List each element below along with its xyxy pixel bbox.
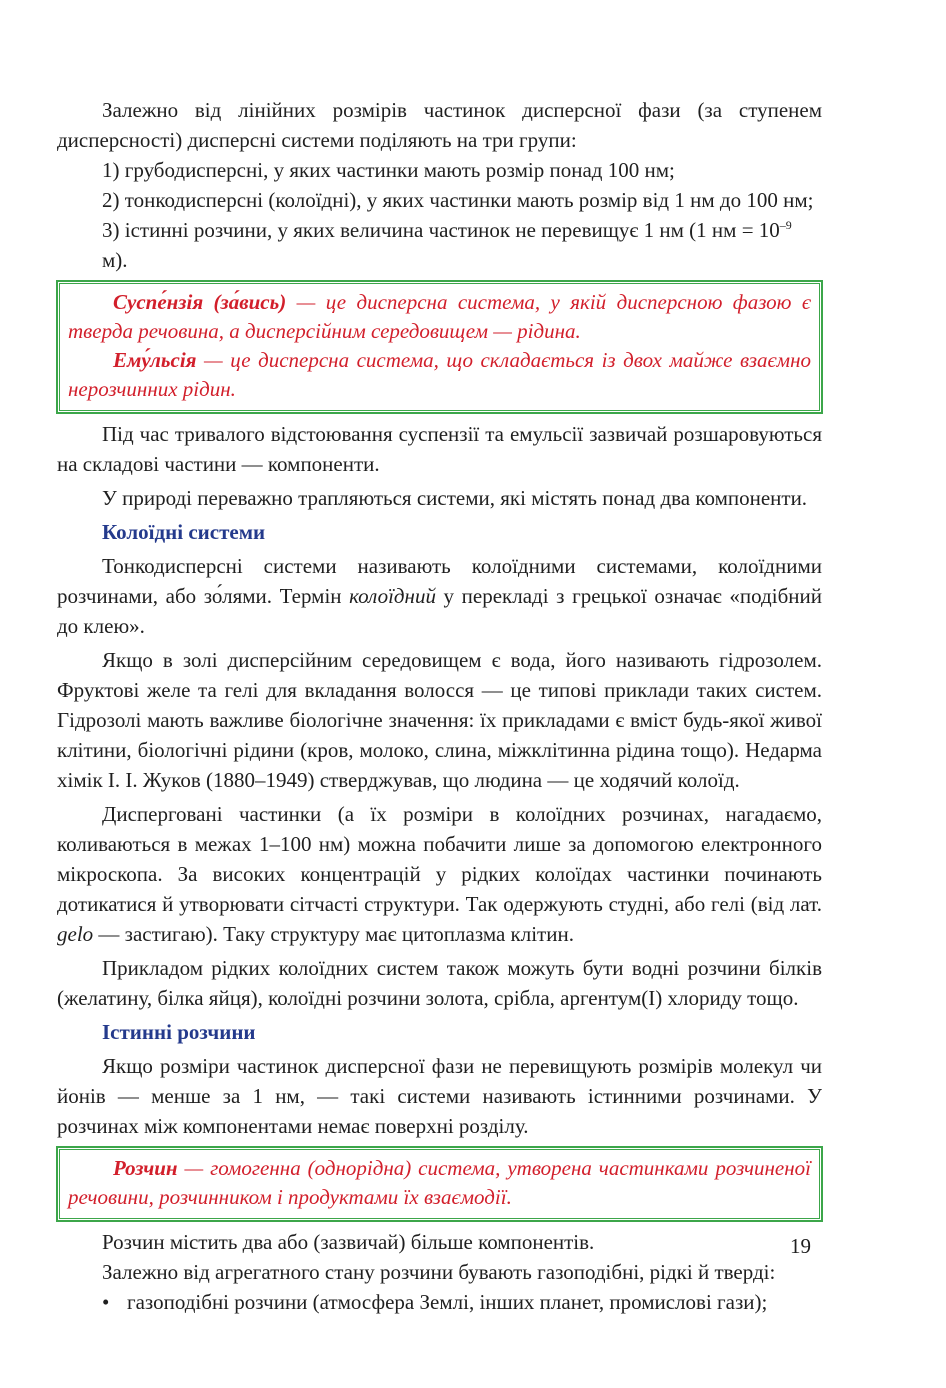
definition-solution [68,1154,811,1212]
exponent: –9 [779,218,792,232]
definition-emulsion-text: — це дисперсна система, що складається із двох майже взаємно нерозчинних рідин. [68,348,811,401]
paragraph-nature: У природі переважно трапляються системи, які містять понад два компоненти. [102,486,808,510]
list-item-true-solution-unit: м). [102,248,128,272]
definition-box-solution [57,1147,822,1221]
page-number: 19 [790,1234,811,1258]
page-content [57,95,822,1317]
bullet-item-text: газоподібні розчини (атмосфера Землі, інших планет, промислові гази); [127,1290,768,1314]
paragraph-solution-components: Розчин містить два або (зазвичай) більше компонентів. [102,1230,595,1254]
bullet-item-gaseous [57,1287,822,1317]
latin-term-gelo: gelo [57,922,94,946]
paragraph-hydrosol: Якщо в золі дисперсійним середовищем є вода, його називають гідрозолем. Фруктові желе та гелі для вкладання волосся — це типові приклади таких систем. Гідрозолі мають важливе біологічне значення: їх прикладами є вміст будь-якої живої клітини, біологічні рідини (кров, молоко, слина, міжклітинна рідина тощо). Недарма хімік І. І. Жуков (1880–1949) стверджував, що людина — це ходячий колоїд. [57,648,822,792]
definition-solution-text: — гомогенна (однорідна) система, утворена частинками розчиненої речовини, розчинником і продуктами їх взаємодії. [68,1156,811,1209]
particles-text-a: Дисперговані частинки (а їх розміри в колоїдних розчинах, нагадаємо, коливаються в межах 1–100 нм) можна побачити лише за допомогою електронного мікроскопа. За високих концентрацій у рідких колоїдах частинки починають дотикатися й утворювати сітчасті структури. Так одержують студні, або гелі (від лат. [57,802,822,916]
term-emulsion: Ему́льсія [113,348,197,372]
paragraph-dispersed-particles [57,799,822,949]
definition-suspension [68,288,811,346]
colloid-text-b: у перекладі з грецької означає «подібний до клею». [57,584,822,638]
paragraph-colloid-definition [57,551,822,641]
heading-colloid-systems: Колоїдні системи [102,520,266,544]
intro-paragraph: Залежно від лінійних розмірів частинок дисперсної фази (за ступенем дисперсності) дисперсні системи поділяють на три групи: [57,98,822,152]
list-item-coarse: 1) грубодисперсні, у яких частинки мають розмір понад 100 нм; [102,158,675,182]
bullet-icon: • [102,1290,110,1314]
term-solution: Розчин [113,1156,178,1180]
heading-true-solutions: Істинні розчини [102,1020,256,1044]
list-item-true-solution [57,215,822,275]
paragraph-true-solutions: Якщо розміри частинок дисперсної фази не перевищують розмірів молекул чи йонів — менше за 1 нм, — такі системи називають істинними розчинами. У розчинах між компонентами немає поверхні розділу. [57,1054,822,1138]
colloid-text-a: Тонкодисперсні системи називають колоїдними системами, колоїдними розчинами, або зо́лями. Термін [57,554,822,608]
list-item-true-solution-text: 3) істинні розчини, у яких величина частинок не перевищує 1 нм (1 нм = 10 [102,218,780,242]
definition-suspension-text: — це дисперсна система, у якій дисперсною фазою є тверда речовина, а дисперсійним середовищем — рідина. [68,290,811,343]
term-suspension: Суспе́нзія (за́вись) [113,290,287,314]
definition-box-suspension-emulsion [57,281,822,413]
paragraph-aggregate-state: Залежно від агрегатного стану розчини бувають газоподібні, рідкі й тверді: [102,1260,776,1284]
colloid-term-emphasis: колоїдний [349,584,436,608]
paragraph-separation: Під час тривалого відстоювання суспензії та емульсії зазвичай розшаровуються на складові частини — компоненти. [57,422,822,476]
particles-text-b: — застигаю). Таку структуру має цитоплазма клітин. [93,922,574,946]
paragraph-liquid-colloids: Прикладом рідких колоїдних систем також можуть бути водні розчини білків (желатину, білка яйця), колоїдні розчини золота, срібла, аргентум(І) хлориду тощо. [57,956,822,1010]
definition-emulsion [68,346,811,404]
list-item-colloid: 2) тонкодисперсні (колоїдні), у яких частинки мають розмір від 1 нм до 100 нм; [102,188,814,212]
